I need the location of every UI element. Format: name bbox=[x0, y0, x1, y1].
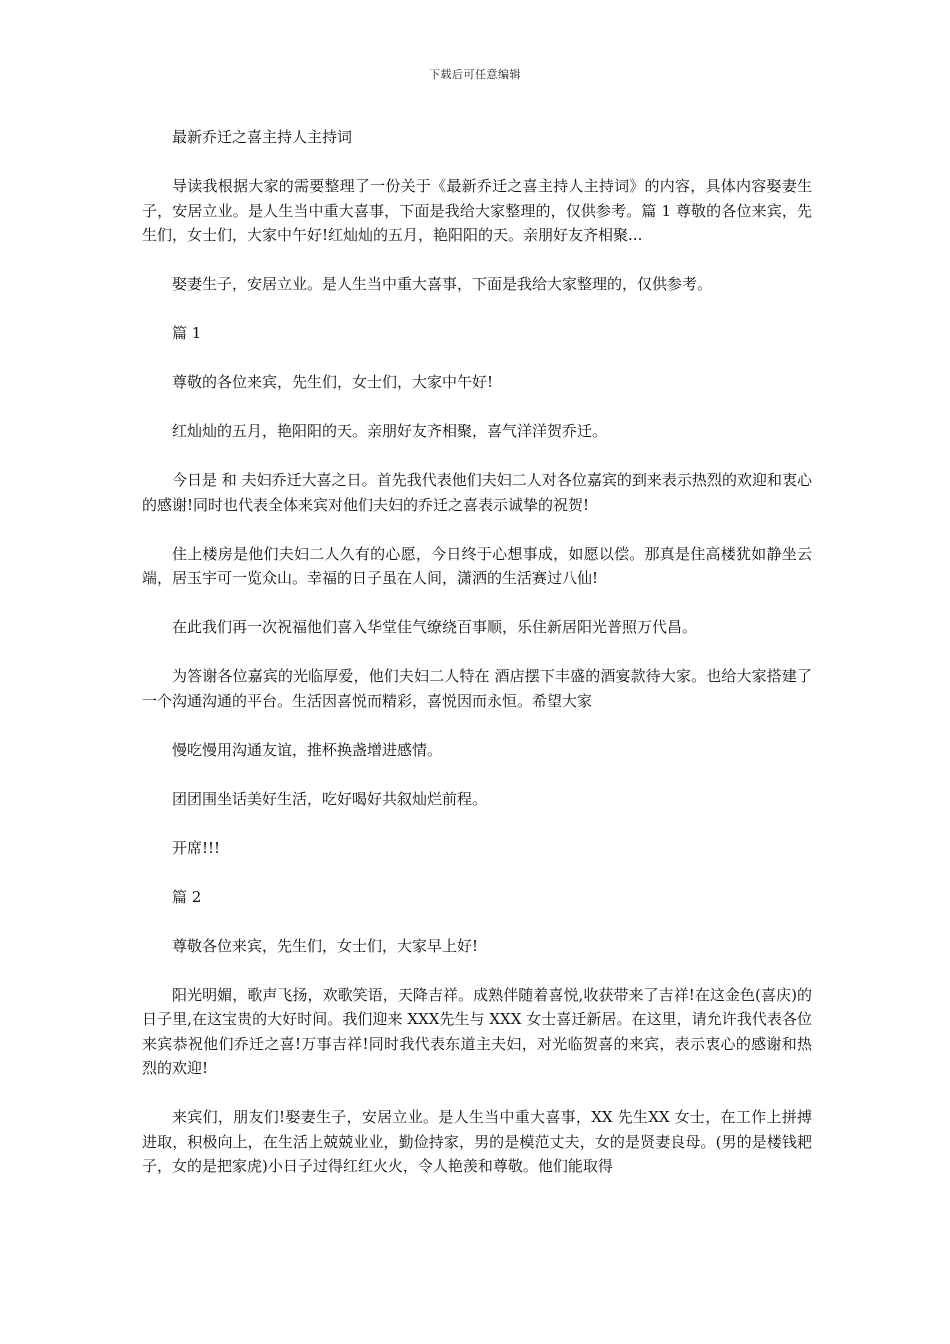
paragraph: 开席!!! bbox=[172, 838, 221, 857]
section-heading-2: 篇 2 bbox=[172, 887, 202, 906]
download-note: 下载后可任意编辑 bbox=[429, 68, 521, 81]
paragraph: 慢吃慢用沟通友谊，推杯换盏增进感情。 bbox=[172, 740, 443, 759]
paragraph: 住上楼房是他们夫妇二人久有的心愿，今日终于心想事成，如愿以偿。那真是住高楼犹如静坐云端，居玉宇可一览众山。幸福的日子虽在人间，潇洒的生活赛过八仙! bbox=[142, 544, 812, 587]
paragraph: 来宾们，朋友们!娶妻生子，安居立业。是人生当中重大喜事，XX 先生XX 女士，在工作上拼搏进取，积极向上，在生活上兢兢业业，勤俭持家，男的是模范丈夫，女的是贤妻良母。(男的是楼钱耙子，女的是把家虎)小日子过得红红火火，令人艳羡和尊敬。他们能取得 bbox=[142, 1108, 812, 1175]
paragraph: 娶妻生子，安居立业。是人生当中重大喜事，下面是我给大家整理的，仅供参考。 bbox=[172, 275, 713, 293]
paragraph: 尊敬各位来宾，先生们，女士们，大家早上好! bbox=[172, 936, 479, 955]
intro-paragraph: 导读我根据大家的需要整理了一份关于《最新乔迁之喜主持人主持词》的内容，具体内容娶妻生子，安居立业。是人生当中重大喜事，下面是我给大家整理的，仅供参考。篇 1 尊敬的各位来宾，先生们，女士们，大家中午好!红灿灿的五月，艳阳阳的天。亲朋好友齐相聚... bbox=[142, 177, 812, 244]
document-title: 最新乔迁之喜主持人主持词 bbox=[172, 128, 353, 146]
paragraph: 在此我们再一次祝福他们喜入华堂佳气缭绕百事顺，乐住新居阳光普照万代昌。 bbox=[172, 618, 698, 636]
paragraph: 今日是 和 夫妇乔迁大喜之日。首先我代表他们夫妇二人对各位嘉宾的到来表示热烈的欢迎和衷心的感谢!同时也代表全体来宾对他们夫妇的乔迁之喜表示诚挚的祝贺! bbox=[142, 471, 812, 514]
paragraph: 阳光明媚，歌声飞扬，欢歌笑语，天降吉祥。成熟伴随着喜悦,收获带来了吉祥!在这金色(喜庆)的日子里,在这宝贵的大好时间。我们迎来 XXX先生与 XXX 女士喜迁新居。在这里，请允许我代表各位来宾恭祝他们乔迁之喜!万事吉祥!同时我代表东道主夫妇，对光临贺喜的来宾，表示衷心的感谢和热烈的欢迎! bbox=[142, 985, 812, 1077]
paragraph: 团团围坐话美好生活，吃好喝好共叙灿烂前程。 bbox=[172, 789, 488, 808]
paragraph: 尊敬的各位来宾，先生们，女士们，大家中午好! bbox=[172, 373, 494, 391]
paragraph: 红灿灿的五月，艳阳阳的天。亲朋好友齐相聚，喜气洋洋贺乔迁。 bbox=[172, 422, 608, 440]
section-heading-1: 篇 1 bbox=[172, 324, 202, 342]
document-body bbox=[142, 125, 812, 1203]
paragraph: 为答谢各位嘉宾的光临厚爱，他们夫妇二人特在 酒店摆下丰盛的酒宴款待大家。也给大家搭建了一个沟通沟通的平台。生活因喜悦而精彩，喜悦因而永恒。希望大家 bbox=[142, 667, 812, 710]
